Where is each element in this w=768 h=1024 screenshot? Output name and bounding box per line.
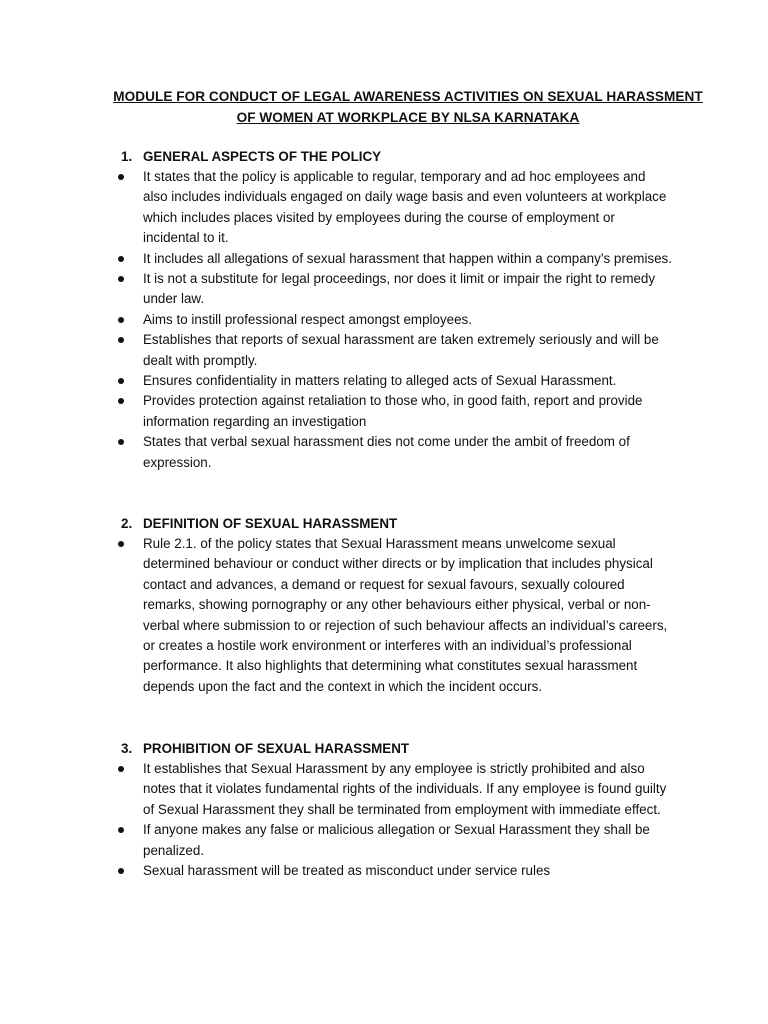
list-item-text: Establishes that reports of sexual harassment are taken extremely seriously and will be dealt with promptly. xyxy=(143,332,659,368)
list-item-text: Provides protection against retaliation to those who, in good faith, report and provide information regarding an investigation xyxy=(143,393,643,429)
list-item xyxy=(0,330,673,371)
bullet-icon xyxy=(118,276,124,282)
document-title-line-2: OF WOMEN AT WORKPLACE BY NLSA KARNATAKA xyxy=(236,110,580,125)
section-general-aspects xyxy=(0,147,768,473)
list-item-text: Rule 2.1. of the policy states that Sexual Harassment means unwelcome sexual determined behaviour or conduct wither directs or by implication that includes physical contact and advances, a demand or request for sexual favours, sexually coloured remarks, showing pornography or any other behaviours either physical, verbal or non-verbal where submission to or rejection of such behaviour affects an individual’s careers, or creates a hostile work environment or interferes with an individual’s professional performance. It also highlights that determining what constitutes sexual harassment depends upon the fact and the context in which the incident occurs. xyxy=(143,536,668,694)
bullet-list xyxy=(0,167,768,473)
list-item xyxy=(0,820,673,861)
list-item-text: If anyone makes any false or malicious allegation or Sexual Harassment they shall be penalized. xyxy=(143,822,650,858)
list-item xyxy=(0,269,673,310)
list-item-text: States that verbal sexual harassment dies not come under the ambit of freedom of expression. xyxy=(143,434,630,470)
bullet-icon xyxy=(118,868,124,874)
list-item xyxy=(0,861,673,881)
list-item-text: It is not a substitute for legal proceedings, nor does it limit or impair the right to remedy under law. xyxy=(143,271,656,307)
list-item xyxy=(0,167,673,249)
document-title-line-1: MODULE FOR CONDUCT OF LEGAL AWARENESS ACTIVITIES ON SEXUAL HARASSMENT xyxy=(113,89,703,104)
bullet-icon xyxy=(118,337,124,343)
list-item-text: Sexual harassment will be treated as misconduct under service rules xyxy=(143,863,551,879)
bullet-icon xyxy=(118,439,124,445)
section-heading xyxy=(0,739,768,759)
bullet-icon xyxy=(118,541,124,547)
list-item-text: Ensures confidentiality in matters relating to alleged acts of Sexual Harassment. xyxy=(143,373,617,389)
bullet-icon xyxy=(118,317,124,323)
list-item xyxy=(0,432,673,473)
list-item xyxy=(0,534,673,697)
section-heading xyxy=(0,147,768,167)
list-item xyxy=(0,391,673,432)
section-title: DEFINITION OF SEXUAL HARASSMENT xyxy=(143,516,398,531)
section-heading xyxy=(0,514,768,534)
bullet-icon xyxy=(118,827,124,833)
section-number: 3. xyxy=(121,741,133,756)
section-number: 1. xyxy=(121,149,133,164)
bullet-icon xyxy=(118,378,124,384)
list-item xyxy=(0,759,673,820)
bullet-list xyxy=(0,759,768,881)
document-title xyxy=(110,86,706,128)
bullet-icon xyxy=(118,256,124,262)
bullet-icon xyxy=(118,766,124,772)
list-item xyxy=(0,310,673,330)
section-title: GENERAL ASPECTS OF THE POLICY xyxy=(143,149,382,164)
section-prohibition xyxy=(0,739,768,881)
bullet-icon xyxy=(118,398,124,404)
list-item-text: It establishes that Sexual Harassment by any employee is strictly prohibited and also notes that it violates fundamental rights of the individuals. If any employee is found guilty of Sexual Harassment they shall be terminated from employment with immediate effect. xyxy=(143,761,667,817)
bullet-list xyxy=(0,534,768,697)
list-item-text: It states that the policy is applicable to regular, temporary and ad hoc employees and also includes individuals engaged on daily wage basis and even volunteers at workplace which includes places visited by employees during the course of employment or incidental to it. xyxy=(143,169,667,246)
section-number: 2. xyxy=(121,516,133,531)
list-item xyxy=(0,249,673,269)
list-item-text: It includes all allegations of sexual harassment that happen within a company’s premises. xyxy=(143,250,672,266)
list-item-text: Aims to instill professional respect amongst employees. xyxy=(143,311,472,327)
list-item xyxy=(0,371,673,391)
section-definition xyxy=(0,514,768,697)
bullet-icon xyxy=(118,174,124,180)
section-title: PROHIBITION OF SEXUAL HARASSMENT xyxy=(143,741,410,756)
